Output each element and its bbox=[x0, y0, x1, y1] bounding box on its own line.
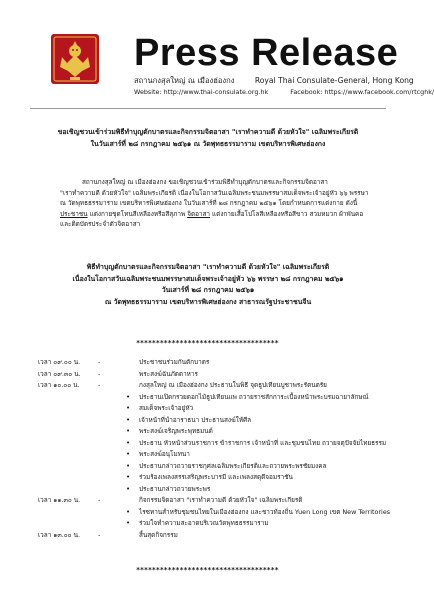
schedule-activity: เจ้าหน้าที่นำอาราธนา ประธานสงฆ์ให้ศีล bbox=[139, 415, 252, 424]
schedule-time: เวลา ๐๙.๓๐ น. bbox=[38, 369, 81, 378]
invitation-heading-line: ในวันเสาร์ที่ ๒๘ กรกฎาคม ๒๕๖๑ ณ วัดพุทธธรรมาราม เขตบริหารพิเศษฮ่องกง bbox=[90, 140, 326, 148]
schedule-activity: สิ้นสุดกิจกรรม bbox=[139, 530, 178, 539]
schedule-bullet: • bbox=[126, 427, 131, 435]
schedule-activity: ไรซทานสำหรับชุมชนไทยในเมืองฮ่องกง และชาวท้องถิ่น Yuen Long เขต New Territories bbox=[139, 507, 391, 516]
schedule-dash: - bbox=[98, 381, 101, 389]
schedule-row bbox=[38, 369, 398, 381]
schedule-row bbox=[38, 484, 398, 496]
schedule-activity: ประธานกล่าวถวายราชกุศลเฉลิมพระเกียรติและถวายพระพรชัยมงคล bbox=[139, 461, 327, 470]
schedule-activity: ประชาชนร่วมกันตักบาตร bbox=[139, 358, 210, 366]
schedule-activity: ประธาน หัวหน้าส่วนราชการ ข้าราชการ เจ้าหน้าที่ และชุมชนไทย ถวายจตุปัจจัยไทยธรรม bbox=[139, 438, 387, 447]
schedule-activity: พระสงฆ์เจริญพระพุทธมนต์ bbox=[139, 427, 213, 435]
body-line: "เราทำความดี ด้วยหัวใจ" เฉลิมพระเกียรติ เนื่องในโอกาสวันเฉลิมพระชนมพรรษาสมเด็จพระเจ้าอยู่หัว ๖๖ พรรษา bbox=[60, 188, 369, 197]
ceremony-venue: ณ วัดพุทธธรรมาราม เขตบริหารพิเศษฮ่องกง สาธารณรัฐประชาชนจีน bbox=[104, 297, 312, 306]
ceremony-line: เนื่องในโอกาสวันเฉลิมพระชนมพรรษาสมเด็จพระเจ้าอยู่หัว ๖๖ พรรษา ๒๘ กรกฎาคม ๒๕๖๑ bbox=[72, 274, 344, 283]
schedule-time: เวลา ๐๙.๐๐ น. bbox=[38, 358, 81, 366]
schedule-dash: - bbox=[98, 358, 101, 366]
consulate-name-english: Royal Thai Consulate-General, Hong Kong bbox=[254, 76, 414, 85]
schedule-activity: ประธานเปิดกรวยดอกไม้ธูปเทียนแพ ถวายราชสักการะเบื้องหน้าพระบรมฉายาลักษณ์ bbox=[139, 392, 369, 401]
header-divider bbox=[30, 108, 386, 109]
schedule-activity: พระสงฆ์อนุโมทนา bbox=[139, 450, 190, 458]
schedule-dash: - bbox=[98, 496, 101, 504]
schedule-bullet: • bbox=[126, 473, 131, 481]
schedule-row bbox=[38, 530, 398, 542]
public-label: ประชาชน bbox=[60, 209, 88, 218]
schedule-bullet: • bbox=[126, 461, 131, 470]
schedule-activity: กงสุลใหญ่ ณ เมืองฮ่องกง ประธานในพิธี จุดธูปเทียนบูชาพระรัตนตรัย bbox=[139, 381, 327, 389]
ceremony-date: วันเสาร์ที่ ๒๘ กรกฎาคม ๒๕๖๑ bbox=[161, 286, 255, 295]
schedule-bullet: • bbox=[126, 438, 131, 447]
volunteer-label: จิตอาสา bbox=[187, 209, 211, 218]
consulate-name bbox=[134, 75, 414, 87]
schedule-time: เวลา ๑๐.๐๐ น. bbox=[38, 381, 80, 389]
schedule-bullet: • bbox=[126, 484, 131, 493]
volunteer-dress: แต่งกายเสื้อโปโลสีเหลืองหรือสีขาว สวมหมวก ผ้าพันคอ bbox=[210, 209, 364, 218]
schedule-activity: ประธานกล่าวถวายพระพร bbox=[139, 484, 211, 493]
invitation-heading bbox=[30, 126, 386, 150]
separator-stars: ************************************ bbox=[136, 566, 279, 574]
schedule-bullet: • bbox=[126, 404, 131, 412]
contact-links bbox=[134, 88, 434, 96]
public-dress: แต่งกายชุดโทนสีเหลืองหรือสีสุภาพ bbox=[87, 209, 188, 218]
schedule-bullet: • bbox=[126, 519, 131, 527]
body-line: และติดบัตรประจำตัวจิตอาสา bbox=[60, 220, 141, 229]
schedule-list bbox=[38, 357, 398, 541]
body-line: ณ วัดพุทธธรรมาราม เขตบริหารพิเศษฮ่องกง ในวันเสาร์ที่ ๒๘ กรกฎาคม ๒๕๖๑ โดยกำหนดการแต่งกาย ดังนี้ bbox=[60, 199, 358, 208]
schedule-row bbox=[38, 415, 398, 427]
garuda-emblem-icon bbox=[50, 33, 100, 85]
schedule-row bbox=[38, 507, 398, 519]
schedule-row bbox=[38, 438, 398, 450]
schedule-row bbox=[38, 426, 398, 438]
invitation-body bbox=[60, 177, 370, 230]
schedule-bullet: • bbox=[126, 392, 131, 401]
body-line: สถานกงสุลใหญ่ ณ เมืองฮ่องกง ขอเชิญชวนเข้าร่วมพิธีทำบุญตักบาตรและกิจกรรมจิตอาสา bbox=[82, 178, 328, 186]
website-link[interactable]: Website: http://www.thai-consulate.org.hk bbox=[134, 88, 269, 96]
schedule-dash: - bbox=[98, 369, 101, 378]
schedule-time: เวลา ๑๓.๐๐ น. bbox=[38, 530, 80, 539]
invitation-heading-line: ขอเชิญชวนเข้าร่วมพิธีทำบุญตักบาตรและกิจกรรมจิตอาสา "เราทำความดี ด้วยหัวใจ" เฉลิมพระเกียรติ bbox=[57, 128, 359, 136]
schedule-row bbox=[38, 472, 398, 484]
facebook-link[interactable]: Facebook: https://www.facebook.com/rtcghk/ bbox=[290, 88, 434, 96]
schedule-row bbox=[38, 449, 398, 461]
schedule-activity: กิจกรรมจิตอาสา "เราทำความดี ด้วยหัวใจ" เฉลิมพระเกียรติ bbox=[139, 496, 303, 504]
schedule-row bbox=[38, 392, 398, 404]
schedule-activity: ร่วมใจทำความสะอาดบริเวณวัดพุทธธรรมาราม bbox=[139, 519, 269, 527]
consulate-name-thai: สถานกงสุลใหญ่ ณ เมืองฮ่องกง bbox=[134, 76, 235, 85]
ceremony-line: พิธีทำบุญตักบาตรและกิจกรรมจิตอาสา "เราทำความดี ด้วยหัวใจ" เฉลิมพระเกียรติ bbox=[86, 263, 330, 271]
ceremony-heading bbox=[30, 262, 386, 308]
separator-stars: ************************************ bbox=[136, 339, 279, 347]
schedule-dash: - bbox=[98, 530, 101, 539]
schedule-bullet: • bbox=[126, 450, 131, 458]
schedule-time: เวลา ๑๑.๓๐ น. bbox=[38, 496, 81, 504]
dress-code-line bbox=[60, 209, 370, 220]
schedule-row bbox=[38, 495, 398, 507]
schedule-row bbox=[38, 518, 398, 530]
schedule-row bbox=[38, 357, 398, 369]
schedule-row bbox=[38, 380, 398, 392]
schedule-row bbox=[38, 461, 398, 473]
schedule-bullet: • bbox=[126, 507, 131, 516]
schedule-row bbox=[38, 403, 398, 415]
schedule-activity: ร่วมร้องเพลงสรรเสริญพระบารมี และเพลงสดุดีจอมราชัน bbox=[139, 473, 293, 481]
schedule-bullet: • bbox=[126, 415, 131, 424]
schedule-activity: สมเด็จพระเจ้าอยู่หัว bbox=[139, 404, 194, 412]
press-release-title: Press Release bbox=[134, 32, 399, 74]
schedule-activity: พระสงฆ์ฉันภัตตาหาร bbox=[139, 369, 198, 378]
